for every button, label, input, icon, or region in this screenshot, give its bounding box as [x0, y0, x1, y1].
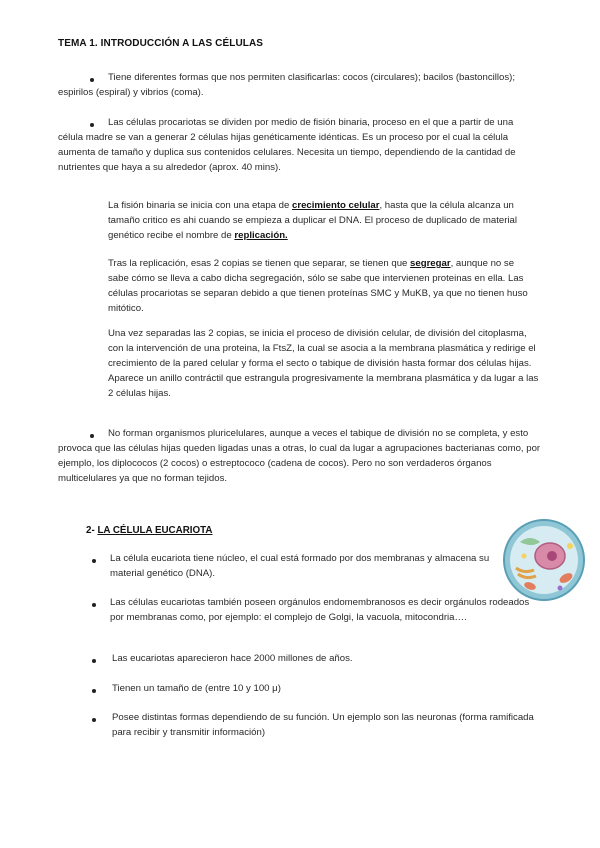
- section-number: 2-: [86, 525, 98, 536]
- lysosome: [558, 586, 563, 591]
- text-run: , hasta que la célula alcanza un tamaño critico es ahi cuando se empieza a duplicar el DNA. El proceso de duplicado de material genético recibe el nombre de: [108, 200, 518, 241]
- paragraph-size: Tienen un tamaño de (entre 10 y 100 μ): [112, 683, 281, 694]
- vesicle: [522, 554, 527, 559]
- paragraph-nucleus: La célula eucariota tiene núcleo, el cual está formado por dos membranas y almacena su material genético (DNA).: [110, 553, 490, 579]
- section-title: LA CÉLULA EUCARIOTA: [97, 525, 213, 536]
- paragraph-binary-fission: Las células procariotas se dividen por medio de fisión binaria, proceso en el que a partir de una célula madre se van a generar 2 células hijas genéticamente idénticas. Es un proceso por el cual la célula aumenta de tamaño y duplica sus contenidos celulares. Necesita un tiempo, dependiendo de la cantidad de nutrientes que haya a su alrededor (aprox. 40 mins).: [58, 117, 516, 173]
- paragraph-multicellular: No forman organismos pluricelulares, aunque a veces el tabique de división no se completa, y esto provoca que las células hijas queden ligadas unas a otras, lo cual da lugar a agrupaciones bacterianas como, por ejemplo, los diplococos (2 cocos) o estreptococo (cadena de cocos). Pero no son verdaderos órganos multicelulares ya que no forman tejidos.: [58, 428, 541, 484]
- bullet-dot: [92, 659, 96, 663]
- term-replicacion: replicación.: [234, 230, 288, 241]
- bullet-dot: [92, 689, 96, 693]
- nucleolus: [547, 551, 557, 561]
- bullet-dot: [92, 603, 96, 607]
- bullet-dot: [92, 559, 96, 563]
- term-segregar: segregar: [410, 258, 451, 269]
- paragraph-forms: Tiene diferentes formas que nos permiten clasificarlas: cocos (circulares); bacilos (bastoncillos); espirilos (espiral) y vibrios (coma).: [58, 72, 516, 98]
- text-run: La fisión binaria se inicia con una etapa de: [108, 200, 293, 211]
- paragraph-organelles: Las células eucariotas también poseen orgánulos endomembranosos es decir orgánulos rodeados por membranas como, por ejemplo: el complejo de Golgi, la vacuola, mitocondria….: [110, 597, 530, 623]
- paragraph-cell-growth: [108, 198, 536, 243]
- paragraph-shapes: Posee distintas formas dependiendo de su función. Un ejemplo son las neuronas (forma ramificada para recibir y transmitir información): [112, 712, 534, 738]
- page-title: TEMA 1. INTRODUCCIÓN A LAS CÉLULAS: [58, 38, 264, 49]
- text-run: Tras la replicación, esas 2 copias se tienen que separar, se tienen que: [108, 258, 411, 269]
- paragraph-origin: Las eucariotas aparecieron hace 2000 millones de años.: [112, 653, 353, 664]
- bullet-dot: [92, 718, 96, 722]
- paragraph-cell-division: Una vez separadas las 2 copias, se inicia el proceso de división celular, de división del citoplasma, con la intervención de una proteina, la FtsZ, la cual se asocia a la membrana plasmática y redirige el crecimiento de la pared celular y forma el secto o tabique de división hasta formar dos células hijas. Aparece un anillo contráctil que estrangula progresivamente la membrana plasmática y da lugar a las 2 células hijas.: [108, 328, 539, 399]
- eukaryote-cell-illustration: [500, 512, 588, 604]
- section-heading-eukaryote: [86, 525, 212, 536]
- vesicle: [567, 543, 573, 549]
- paragraph-segregation: [108, 256, 536, 316]
- text-run: , aunque no se sabe cómo se lleva a cabo dicha segregación, sólo se sabe que intervienen proteinas en ella. Las células procariotas se separan debido a que tienen proteínas SMC y MuKB, ya que no tienen huso mitótico.: [108, 258, 528, 314]
- term-crecimiento-celular: crecimiento celular: [292, 200, 380, 211]
